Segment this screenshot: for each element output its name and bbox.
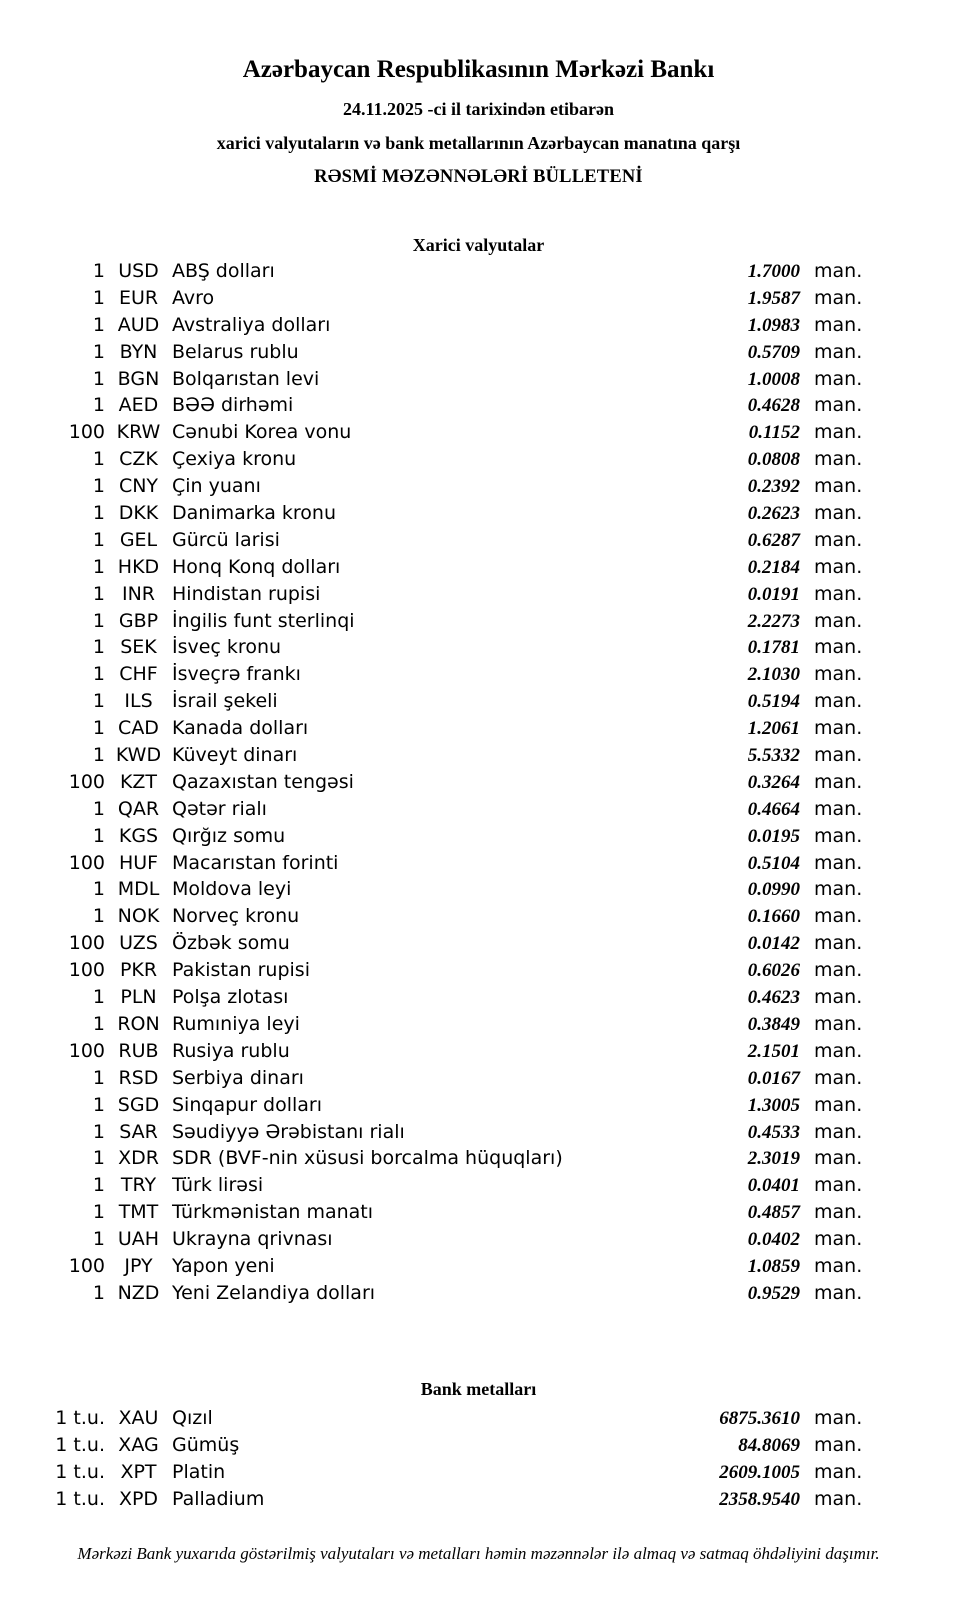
currency-rate-value: 0.4533 (747, 1121, 800, 1143)
currency-unit-label: man. (814, 555, 863, 578)
currency-quantity: 1 (92, 905, 105, 928)
metal-unit-label: man. (814, 1460, 863, 1483)
currency-quantity: 1 (92, 717, 105, 740)
currency-name: Gürcü larisi (172, 528, 280, 551)
metal-name: Qızıl (172, 1406, 213, 1429)
currency-row (0, 932, 870, 959)
currency-row (0, 448, 870, 475)
currency-row (0, 852, 870, 879)
currency-rate-value: 0.5104 (747, 852, 800, 874)
currency-unit-label: man. (814, 744, 863, 767)
currency-rate-value: 0.0142 (747, 933, 800, 955)
currency-quantity: 1 (92, 475, 105, 498)
currency-row (0, 1228, 870, 1255)
bank-metals-section (0, 1379, 957, 1515)
currency-name: Qazaxıstan tengəsi (172, 770, 354, 793)
currency-quantity: 1 (92, 448, 105, 471)
currency-quantity: 1 (92, 1120, 105, 1143)
currency-unit-label: man. (814, 797, 863, 820)
currency-quantity: 1 (92, 394, 105, 417)
currency-code: BGN (117, 367, 160, 390)
currency-unit-label: man. (814, 313, 863, 336)
currency-rate-value: 0.0808 (747, 449, 800, 471)
currency-quantity: 100 (68, 770, 105, 793)
currency-name: Rusiya rublu (172, 1039, 290, 1062)
currency-name: Səudiyyə Ərəbistanı rialı (172, 1120, 405, 1143)
currency-name: Qətər rialı (172, 797, 267, 820)
currency-row (0, 1040, 870, 1067)
currency-row (0, 1013, 870, 1040)
currency-name: ABŞ dolları (172, 260, 275, 282)
metal-row (0, 1407, 870, 1434)
currency-row (0, 1121, 870, 1148)
currency-code: MDL (117, 878, 160, 901)
currency-row (0, 314, 870, 341)
currency-rate-value: 0.0195 (747, 825, 800, 847)
currency-name: Türkmənistan manatı (172, 1201, 374, 1224)
currency-row (0, 1094, 870, 1121)
currency-unit-label: man. (814, 690, 863, 713)
currency-row (0, 556, 870, 583)
currency-unit-label: man. (814, 824, 863, 847)
currency-quantity: 1 (92, 1066, 105, 1089)
currency-row (0, 1067, 870, 1094)
currency-code: KZT (119, 770, 158, 793)
currency-quantity: 100 (68, 421, 105, 444)
currency-quantity: 1 (92, 797, 105, 820)
metal-quantity: 1 t.u. (55, 1406, 105, 1429)
currency-quantity: 1 (92, 1012, 105, 1035)
currency-name: SDR (BVF-nin xüsusi borcalma hüquqları) (172, 1147, 563, 1170)
currency-row (0, 1282, 870, 1309)
currency-rate-value: 0.9529 (747, 1282, 800, 1304)
metal-quantity: 1 t.u. (55, 1487, 105, 1510)
currency-quantity: 100 (68, 1039, 105, 1062)
currencies-table (0, 260, 870, 1309)
currency-unit-label: man. (814, 1201, 863, 1224)
currency-row (0, 368, 870, 395)
currency-rate-value: 0.0191 (747, 583, 800, 605)
currency-unit-label: man. (814, 986, 863, 1009)
currency-name: Cənubi Korea vonu (172, 421, 352, 444)
currency-row (0, 502, 870, 529)
currency-name: Honq Konq dolları (172, 555, 341, 578)
currency-quantity: 1 (92, 582, 105, 605)
currency-unit-label: man. (814, 448, 863, 471)
currency-rate-value: 0.0401 (747, 1175, 800, 1197)
currency-code: JPY (124, 1254, 153, 1277)
currency-rate-value: 2.2273 (747, 610, 800, 632)
currency-name: Polşa zlotası (172, 986, 289, 1009)
foreign-currencies-section (0, 235, 957, 1309)
currency-name: Moldova leyi (172, 878, 292, 901)
currency-rate-value: 1.3005 (747, 1094, 800, 1116)
currency-name: Sinqapur dolları (172, 1093, 323, 1116)
currency-rate-value: 0.4664 (747, 798, 800, 820)
currency-quantity: 1 (92, 986, 105, 1009)
currency-code: CAD (118, 717, 159, 740)
currency-name: Macarıstan forinti (172, 851, 339, 874)
currency-code: HUF (118, 851, 159, 874)
metals-table (0, 1407, 870, 1515)
currency-rate-value: 0.0167 (747, 1067, 800, 1089)
currency-unit-label: man. (814, 1093, 863, 1116)
currency-row (0, 986, 870, 1013)
currency-name: Yeni Zelandiya dolları (172, 1281, 376, 1304)
currency-unit-label: man. (814, 1147, 863, 1170)
currency-code: RUB (118, 1039, 159, 1062)
currency-name: Pakistan rupisi (172, 959, 310, 982)
metal-rate-value: 6875.3610 (719, 1407, 800, 1429)
currency-name: Çin yuanı (172, 475, 261, 498)
currency-quantity: 1 (92, 528, 105, 551)
currency-rate-value: 0.1152 (748, 422, 800, 444)
currency-row (0, 717, 870, 744)
metal-name: Platin (172, 1460, 226, 1483)
currency-rate-value: 0.4628 (747, 395, 800, 417)
currency-quantity: 1 (92, 367, 105, 390)
currency-unit-label: man. (814, 1174, 863, 1197)
currency-quantity: 1 (92, 1228, 105, 1251)
currency-unit-label: man. (814, 959, 863, 982)
bulletin-footer (0, 1543, 957, 1564)
currency-name: BƏƏ dirhəmi (172, 394, 294, 417)
currency-code: RSD (118, 1066, 159, 1089)
currency-code: KRW (116, 421, 161, 444)
currency-rate-value: 0.6287 (747, 529, 800, 551)
currency-code: USD (118, 260, 159, 282)
currency-row (0, 1255, 870, 1282)
currency-name: İsveçrə frankı (172, 663, 301, 686)
currency-unit-label: man. (814, 663, 863, 686)
currency-unit-label: man. (814, 609, 863, 632)
currency-unit-label: man. (814, 878, 863, 901)
currency-quantity: 1 (92, 555, 105, 578)
currency-unit-label: man. (814, 367, 863, 390)
metal-rate-value: 2358.9540 (719, 1488, 800, 1510)
currency-code: ILS (124, 690, 153, 713)
currency-rate-value: 0.3264 (747, 771, 800, 793)
currency-unit-label: man. (814, 905, 863, 928)
currency-rate-value: 1.9587 (747, 287, 800, 309)
currency-code: INR (121, 582, 156, 605)
currency-name: Türk lirəsi (172, 1174, 264, 1197)
currency-name: İngilis funt sterlinqi (172, 609, 355, 632)
bulletin-subtitle: xarici valyutaların və bank metallarının Azərbaycan manatına qarşı (216, 133, 741, 153)
currency-rate-value: 0.0402 (747, 1229, 800, 1251)
currency-unit-label: man. (814, 421, 863, 444)
currency-quantity: 100 (68, 932, 105, 955)
currency-row (0, 1147, 870, 1174)
currency-name: Bolqarıstan levi (172, 367, 320, 390)
currency-name: Serbiya dinarı (172, 1066, 304, 1089)
currency-name: İsveç kronu (172, 636, 282, 659)
currency-unit-label: man. (814, 1012, 863, 1035)
currency-code: EUR (118, 286, 159, 309)
currency-quantity: 1 (92, 663, 105, 686)
metal-unit-label: man. (814, 1433, 863, 1456)
currency-row (0, 663, 870, 690)
metal-row (0, 1461, 870, 1488)
metal-name: Palladium (172, 1487, 265, 1510)
currency-row (0, 798, 870, 825)
currency-rate-value: 5.5332 (747, 745, 800, 767)
metal-row (0, 1488, 870, 1515)
currency-rate-value: 2.1501 (747, 1040, 800, 1062)
currency-name: Avstraliya dolları (172, 313, 331, 336)
currency-unit-label: man. (814, 1066, 863, 1089)
currencies-section-title: Xarici valyutalar (412, 235, 545, 255)
currency-quantity: 100 (68, 1254, 105, 1277)
currency-code: CNY (118, 475, 159, 498)
currency-row (0, 878, 870, 905)
currency-quantity: 1 (92, 286, 105, 309)
currency-row (0, 260, 870, 287)
metal-quantity: 1 t.u. (55, 1460, 105, 1483)
currency-quantity: 1 (92, 313, 105, 336)
currency-name: İsrail şekeli (172, 690, 278, 713)
currency-rate-value: 0.2392 (747, 476, 800, 498)
currency-code: KWD (115, 744, 162, 767)
currency-unit-label: man. (814, 1254, 863, 1277)
metal-code: XAU (118, 1406, 159, 1429)
currency-code: SAR (119, 1120, 158, 1143)
currency-code: AED (118, 394, 159, 417)
currency-rate-value: 0.4623 (747, 987, 800, 1009)
currency-row (0, 825, 870, 852)
metal-rate-value: 2609.1005 (719, 1461, 800, 1483)
currency-code: RON (117, 1012, 160, 1035)
metal-row (0, 1434, 870, 1461)
currency-code: UZS (119, 932, 158, 955)
currency-name: Belarus rublu (172, 340, 299, 363)
currency-quantity: 100 (68, 959, 105, 982)
metal-code: XPT (120, 1460, 157, 1483)
currency-code: TRY (120, 1174, 157, 1197)
currency-code: CHF (119, 663, 158, 686)
currency-unit-label: man. (814, 394, 863, 417)
currency-name: Qırğız somu (172, 824, 286, 847)
currency-name: Özbək somu (172, 932, 290, 955)
currency-rate-value: 0.4857 (747, 1202, 800, 1224)
currency-rate-value: 1.0859 (747, 1255, 800, 1277)
currency-unit-label: man. (814, 770, 863, 793)
currency-quantity: 100 (68, 851, 105, 874)
currency-row (0, 475, 870, 502)
metal-rate-value: 84.8069 (738, 1434, 800, 1456)
currency-unit-label: man. (814, 475, 863, 498)
currency-unit-label: man. (814, 502, 863, 525)
currency-row (0, 421, 870, 448)
currency-row (0, 529, 870, 556)
currency-row (0, 1174, 870, 1201)
currency-unit-label: man. (814, 582, 863, 605)
currency-rate-value: 0.1781 (747, 637, 800, 659)
currency-rate-value: 0.0990 (747, 879, 800, 901)
currency-name: Kanada dolları (172, 717, 309, 740)
currency-code: SEK (120, 636, 157, 659)
currency-code: UAH (117, 1228, 160, 1251)
obligation-note: Mərkəzi Bank yuxarıda göstərilmiş valyutaları və metalları həmin məzənnələr ilə almaq və satmaq öhdəliyini daşımır. (77, 1543, 880, 1563)
metal-name: Gümüş (172, 1433, 240, 1456)
currency-rate-value: 0.2184 (747, 556, 800, 578)
currency-code: KGS (118, 824, 159, 847)
metal-unit-label: man. (814, 1487, 863, 1510)
currency-row (0, 287, 870, 314)
currency-quantity: 1 (92, 609, 105, 632)
currency-row (0, 959, 870, 986)
currency-code: NOK (117, 905, 160, 928)
currency-row (0, 744, 870, 771)
metal-unit-label: man. (814, 1406, 863, 1429)
currency-rate-value: 0.5194 (747, 691, 800, 713)
currency-name: Avro (172, 286, 215, 309)
currency-row (0, 341, 870, 368)
metal-code: XPD (118, 1487, 159, 1510)
currency-rate-value: 0.6026 (747, 960, 800, 982)
currency-code: GBP (118, 609, 159, 632)
currency-code: BYN (119, 340, 158, 363)
currency-quantity: 1 (92, 1281, 105, 1304)
currency-unit-label: man. (814, 1039, 863, 1062)
currency-code: TMT (118, 1201, 159, 1224)
currency-name: Ukrayna qrivnası (172, 1228, 333, 1251)
currency-rate-value: 0.3849 (747, 1013, 800, 1035)
currency-unit-label: man. (814, 286, 863, 309)
currency-rate-value: 0.2623 (747, 503, 800, 525)
currency-code: GEL (119, 528, 158, 551)
currency-name: Rumıniya leyi (172, 1012, 300, 1035)
currency-code: SGD (117, 1093, 160, 1116)
currency-quantity: 1 (92, 744, 105, 767)
bulletin-title: RƏSMİ MƏZƏNNƏLƏRİ BÜLLETENİ (314, 167, 643, 187)
currency-code: PLN (120, 986, 157, 1009)
currency-name: Hindistan rupisi (172, 582, 321, 605)
currency-quantity: 1 (92, 260, 105, 282)
currency-unit-label: man. (814, 1281, 863, 1304)
currency-row (0, 610, 870, 637)
currency-rate-value: 2.3019 (747, 1148, 800, 1170)
currency-quantity: 1 (92, 1147, 105, 1170)
currency-quantity: 1 (92, 636, 105, 659)
bulletin-header (0, 55, 957, 188)
currency-name: Yapon yeni (172, 1254, 275, 1277)
currency-quantity: 1 (92, 878, 105, 901)
currency-unit-label: man. (814, 260, 863, 282)
currency-quantity: 1 (92, 824, 105, 847)
currency-row (0, 1201, 870, 1228)
currency-unit-label: man. (814, 1120, 863, 1143)
currency-rate-value: 1.2061 (747, 718, 800, 740)
currency-code: XDR (118, 1147, 159, 1170)
currency-name: Norveç kronu (172, 905, 300, 928)
currency-quantity: 1 (92, 1201, 105, 1224)
effective-date-line: 24.11.2025 -ci il tarixindən etibarən (343, 99, 614, 119)
currency-unit-label: man. (814, 717, 863, 740)
currency-quantity: 1 (92, 690, 105, 713)
currency-code: QAR (117, 797, 160, 820)
currency-row (0, 583, 870, 610)
currency-row (0, 905, 870, 932)
currency-code: PKR (119, 959, 158, 982)
currency-unit-label: man. (814, 528, 863, 551)
currency-unit-label: man. (814, 1228, 863, 1251)
currency-unit-label: man. (814, 340, 863, 363)
currency-rate-value: 2.1030 (747, 664, 800, 686)
currency-rate-value: 1.0983 (747, 314, 800, 336)
currency-quantity: 1 (92, 1093, 105, 1116)
metals-section-title: Bank metalları (420, 1378, 537, 1399)
currency-code: AUD (117, 313, 160, 336)
currency-name: Danimarka kronu (172, 502, 337, 525)
currency-row (0, 636, 870, 663)
currency-rate-value: 1.0008 (747, 368, 800, 390)
currency-code: DKK (118, 502, 159, 525)
currency-rate-value: 0.5709 (747, 341, 800, 363)
currency-quantity: 1 (92, 502, 105, 525)
currency-code: CZK (119, 448, 158, 471)
currency-row (0, 771, 870, 798)
metal-code: XAG (118, 1433, 159, 1456)
currency-code: HKD (117, 555, 160, 578)
currency-quantity: 1 (92, 340, 105, 363)
metal-quantity: 1 t.u. (55, 1433, 105, 1456)
currency-rate-value: 0.1660 (747, 906, 800, 928)
currency-unit-label: man. (814, 636, 863, 659)
currency-rate-value: 1.7000 (747, 261, 800, 282)
currency-code: NZD (117, 1281, 160, 1304)
currency-quantity: 1 (92, 1174, 105, 1197)
bank-name-title: Azərbaycan Respublikasının Mərkəzi Bankı (242, 56, 715, 83)
currency-row (0, 690, 870, 717)
currency-row (0, 394, 870, 421)
currency-name: Küveyt dinarı (172, 744, 298, 767)
currency-unit-label: man. (814, 851, 863, 874)
currency-unit-label: man. (814, 932, 863, 955)
currency-name: Çexiya kronu (172, 448, 297, 471)
